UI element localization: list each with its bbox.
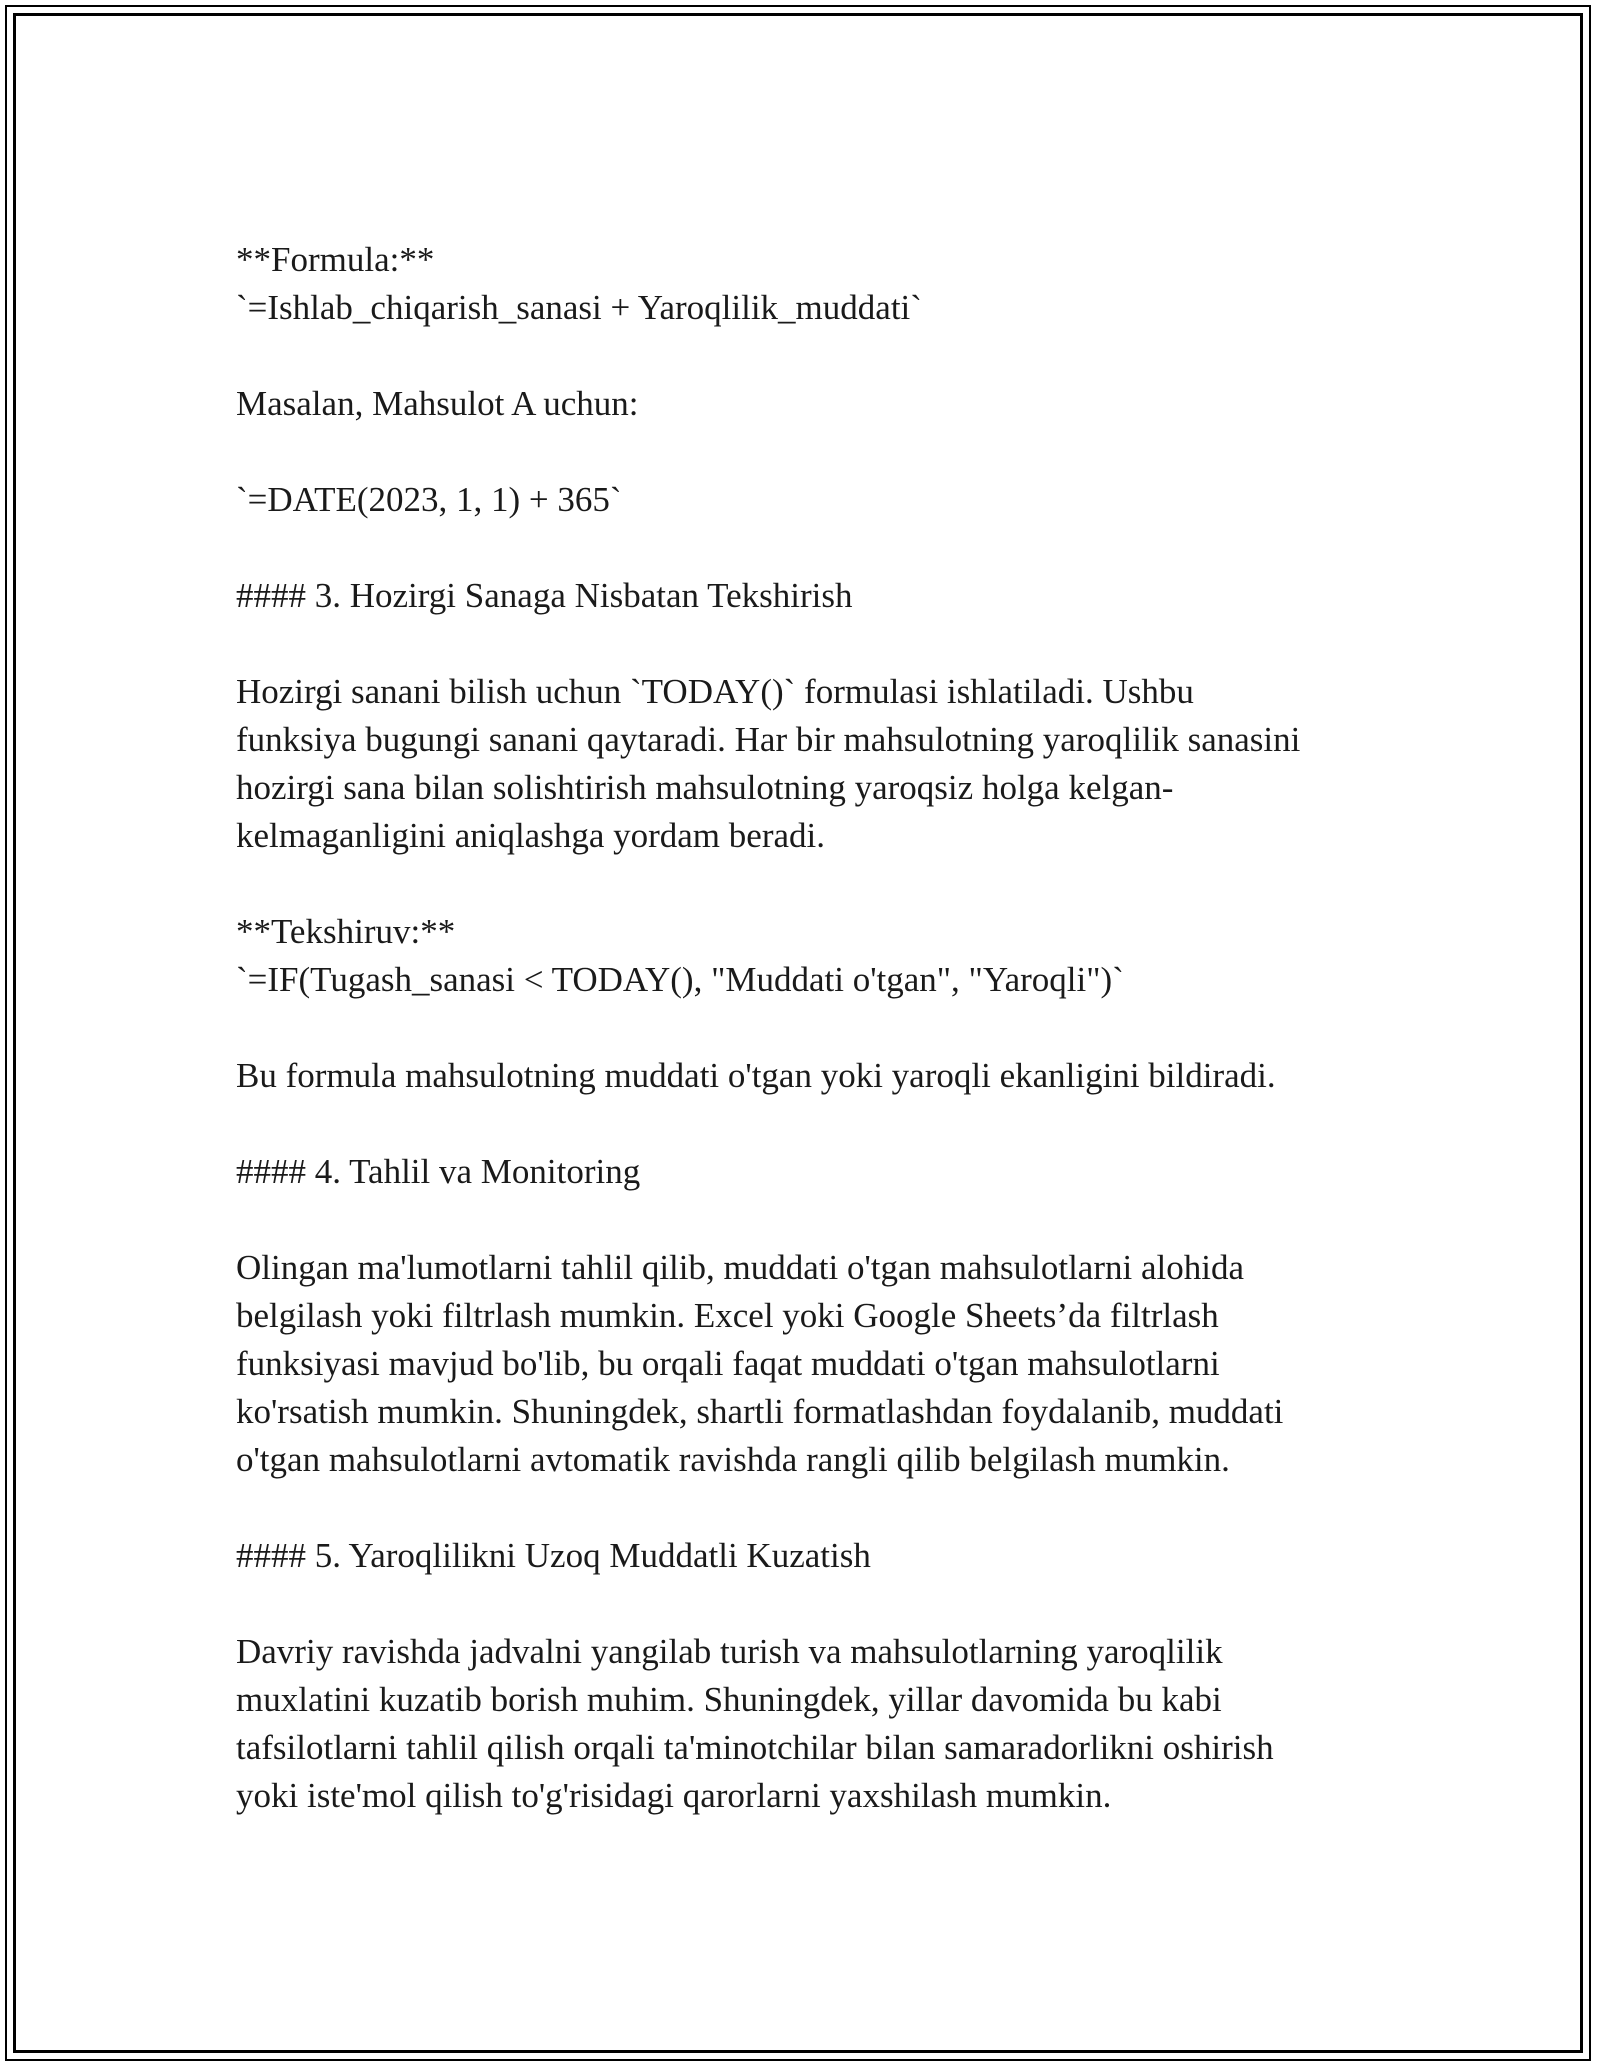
paragraph-line: kelmaganligini aniqlashga yordam beradi.	[236, 816, 825, 855]
paragraph-line: belgilash yoki filtrlash mumkin. Excel yoki Google Sheets’da filtrlash	[236, 1296, 1219, 1335]
section-4-paragraph	[236, 1244, 1416, 1484]
formula-code: `=Ishlab_chiqarish_sanasi + Yaroqlilik_muddati`	[236, 288, 922, 327]
section-5-paragraph	[236, 1628, 1416, 1820]
paragraph-line: Hozirgi sanani bilish uchun `TODAY()` formulasi ishlatiladi. Ushbu	[236, 672, 1194, 711]
section-3-paragraph	[236, 668, 1416, 860]
paragraph-line: tafsilotlarni tahlil qilish orqali ta'minotchilar bilan samaradorlikni oshirish	[236, 1728, 1274, 1767]
paragraph-line: yoki iste'mol qilish to'g'risidagi qarorlarni yaxshilash mumkin.	[236, 1776, 1112, 1815]
document-body	[236, 236, 1416, 1820]
section-heading-3: #### 3. Hozirgi Sanaga Nisbatan Tekshirish	[236, 576, 853, 615]
paragraph-line: Olingan ma'lumotlarni tahlil qilib, muddati o'tgan mahsulotlarni alohida	[236, 1248, 1244, 1287]
paragraph-line: Davriy ravishda jadvalni yangilab turish va mahsulotlarning yaroqlilik	[236, 1632, 1223, 1671]
formula-label: **Formula:**	[236, 240, 435, 279]
paragraph-line: ko'rsatish mumkin. Shuningdek, shartli formatlashdan foydalanib, muddati	[236, 1392, 1284, 1431]
example-code: `=DATE(2023, 1, 1) + 365`	[236, 480, 622, 519]
paragraph-line: muxlatini kuzatib borish muhim. Shuningdek, yillar davomida bu kabi	[236, 1680, 1222, 1719]
paragraph-line: funksiya bugungi sanani qaytaradi. Har bir mahsulotning yaroqlilik sanasini	[236, 720, 1301, 759]
check-code: `=IF(Tugash_sanasi < TODAY(), "Muddati o'tgan", "Yaroqli")`	[236, 960, 1124, 999]
example-intro: Masalan, Mahsulot A uchun:	[236, 384, 639, 423]
paragraph-line: funksiyasi mavjud bo'lib, bu orqali faqat muddati o'tgan mahsulotlarni	[236, 1344, 1220, 1383]
paragraph-line: hozirgi sana bilan solishtirish mahsulotning yaroqsiz holga kelgan-	[236, 768, 1174, 807]
section-heading-4: #### 4. Tahlil va Monitoring	[236, 1152, 641, 1191]
section-heading-5: #### 5. Yaroqlilikni Uzoq Muddatli Kuzatish	[236, 1536, 871, 1575]
check-label: **Tekshiruv:**	[236, 912, 456, 951]
paragraph-line: o'tgan mahsulotlarni avtomatik ravishda rangli qilib belgilash mumkin.	[236, 1440, 1230, 1479]
check-explanation: Bu formula mahsulotning muddati o'tgan yoki yaroqli ekanligini bildiradi.	[236, 1056, 1276, 1095]
